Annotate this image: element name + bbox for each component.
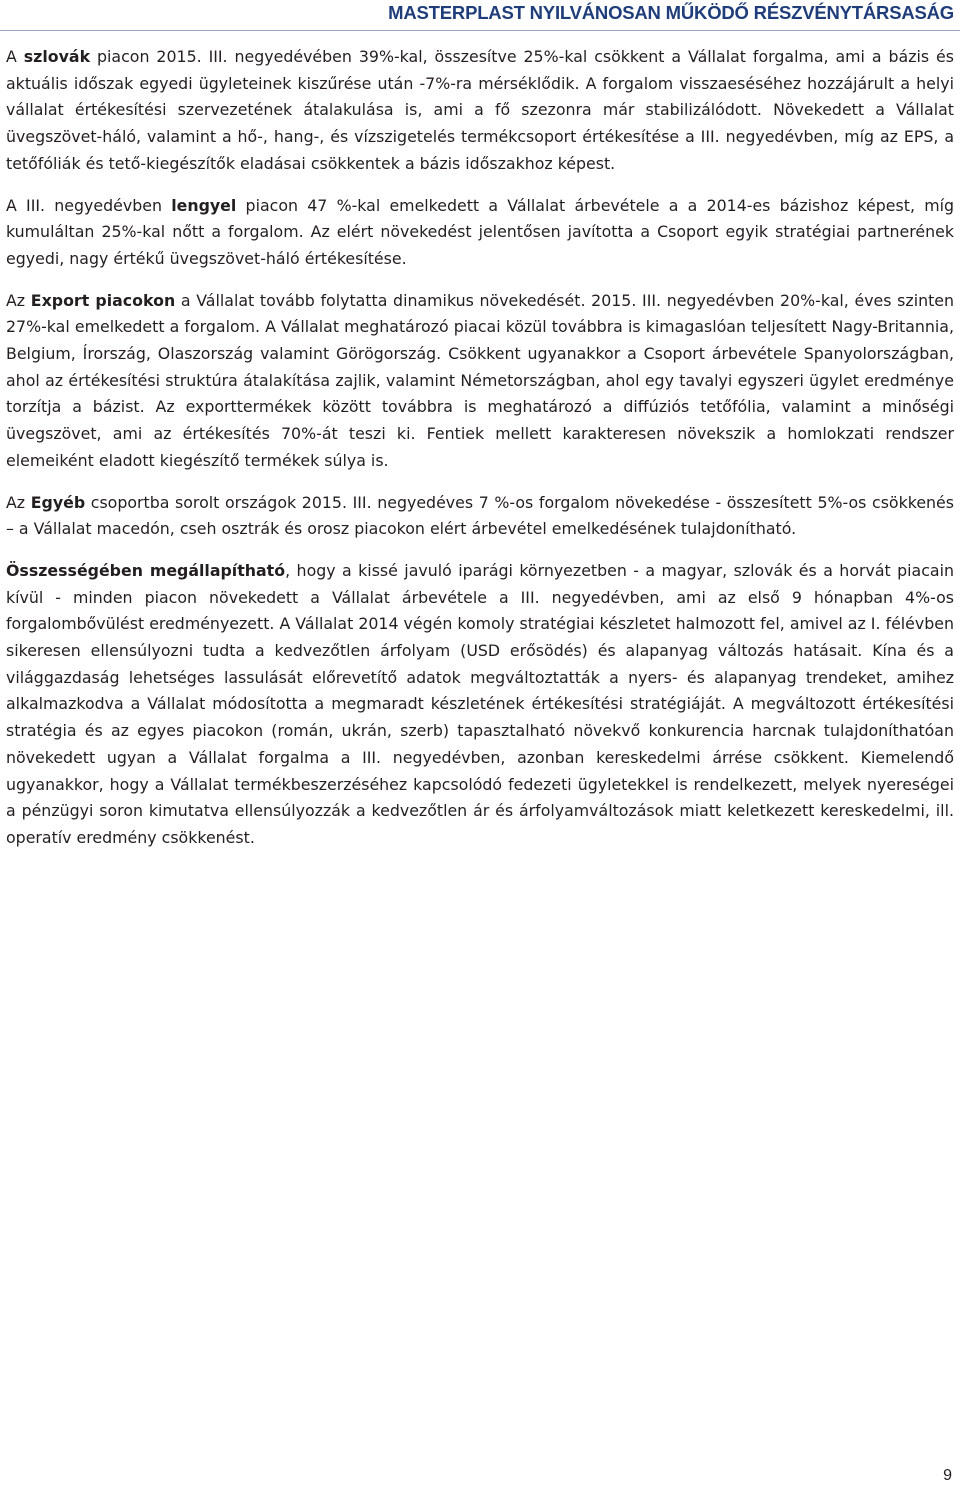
bold-text-run: szlovák (23, 47, 91, 66)
bold-text-run: Egyéb (30, 492, 86, 512)
paragraph-export-markets (6, 288, 954, 475)
text-run: csoportba sorolt országok 2015. III. negyedéves 7 %-os forgalom növekedése - összesített 5%-os csökkenés – a Vállalat macedón, cseh osztrák és orosz piacokon elért árbevétel emelkedésének tulajdonítható. (6, 492, 954, 539)
paragraph-summary (6, 558, 954, 852)
document-header: MASTERPLAST NYILVÁNOSAN MŰKÖDŐ RÉSZVÉNYTÁRSASÁG (388, 2, 954, 23)
text-run: , hogy a kissé javuló iparági környezetben - a magyar, szlovák és a horvát piacain kívül - minden piacon növekedett a Vállalat árbevétele a III. negyedévben, ami az első 9 hónapban 4%-os forgalombővülést eredményezett. A Vállalat 2014 végén komoly stratégiai készletet halmozott fel, amivel az I. félévben sikeresen ellensúlyozni tudta a kedvezőtlen árfolyam (USD erősödés) és alapanyag változás hatásait. Kína és a világgazdaság lehetséges lassulását előrevetítő adatok megváltoztatták a nyers- és alapanyag trendeket, amihez alkalmazkodva a Vállalat módosította a megmaradt készletének értékesítési stratégiáját. A megváltozott értékesítési stratégia és az egyes piacokon (román, ukrán, szerb) tapasztalható növekvő konkurencia harcnak tulajdoníthatóan növekedett ugyan a Vállalat forgalma a III. negyedévben, azonban kereskedelmi árrése csökkent. Kiemelendő ugyanakkor, hogy a Vállalat termékbeszerzéséhez kapcsolódó fedezeti ügyletekkel is rendelkezett, melyek nyereségei a pénzügyi soron kimutatva ellensúlyozzák a kedvezőtlen ár és árfolyamváltozások miatt keletkezett kereskedelmi, ill. operatív eredmény csökkenést. (6, 560, 955, 847)
document-body (6, 44, 954, 867)
bold-text-run: lengyel (171, 195, 237, 215)
text-run: A III. negyedévben (6, 195, 172, 215)
paragraph-slovak-market (6, 44, 954, 178)
paragraph-other-countries (6, 490, 954, 543)
bold-text-run: Export piacokon (30, 290, 176, 310)
text-run: A (6, 47, 24, 66)
header-divider (0, 30, 960, 31)
page-number: 9 (943, 1467, 952, 1484)
text-run: piacon 47 %-kal emelkedett a Vállalat árbevétele a a 2014-es bázishoz képest, míg kumuláltan 25%-kal nőtt a forgalom. Az elért növekedést jelentősen javította a Csoport egyik stratégiai partnerének egyedi, nagy értékű üvegszövet-háló értékesítése. (6, 195, 955, 268)
text-run: Az (6, 290, 31, 310)
text-run: a Vállalat tovább folytatta dinamikus növekedését. 2015. III. negyedévben 20%-kal, éves szinten 27%-kal emelkedett a forgalom. A Vállalat meghatározó piacai közül továbbra is kimagaslóan teljesített Nagy-Britannia, Belgium, Írország, Olaszország valamint Görögország. Csökkent ugyanakkor a Csoport árbevétele Spanyolországban, ahol az értékesítési struktúra átalakítása zajlik, valamint Németországban, ahol egy tavalyi egyszeri ügylet eredménye torzítja a bázist. Az exporttermékek között továbbra is meghatározó a diffúziós tetőfólia, valamint a minőségi üvegszövet, ami az értékesítés 70%-át teszi ki. Fentiek mellett karakteresen növekszik a homlokzati rendszer elemeiként eladott kiegészítő termékek súlya is. (6, 290, 955, 470)
text-run: piacon 2015. III. negyedévében 39%-kal, összesítve 25%-kal csökkent a Vállalat forgalma, ami a bázis és aktuális időszak egyedi ügyleteinek kiszűrése után -7%-ra mérséklődik. A forgalom visszaeséséhez hozzájárult a helyi vállalat értékesítési szervezetének átalakulása is, ami a fő szezonra már stabilizálódott. Növekedett a Vállalat üvegszövet-háló, valamint a hő-, hang-, és vízszigetelés termékcsoport értékesítése a III. negyedévben, míg az EPS, a tetőfóliák és tető-kiegészítők eladásai csökkentek a bázis időszakhoz képest. (6, 47, 955, 173)
text-run: Az (6, 492, 31, 512)
paragraph-polish-market (6, 193, 954, 273)
bold-text-run: Összességében megállapítható (6, 560, 286, 580)
